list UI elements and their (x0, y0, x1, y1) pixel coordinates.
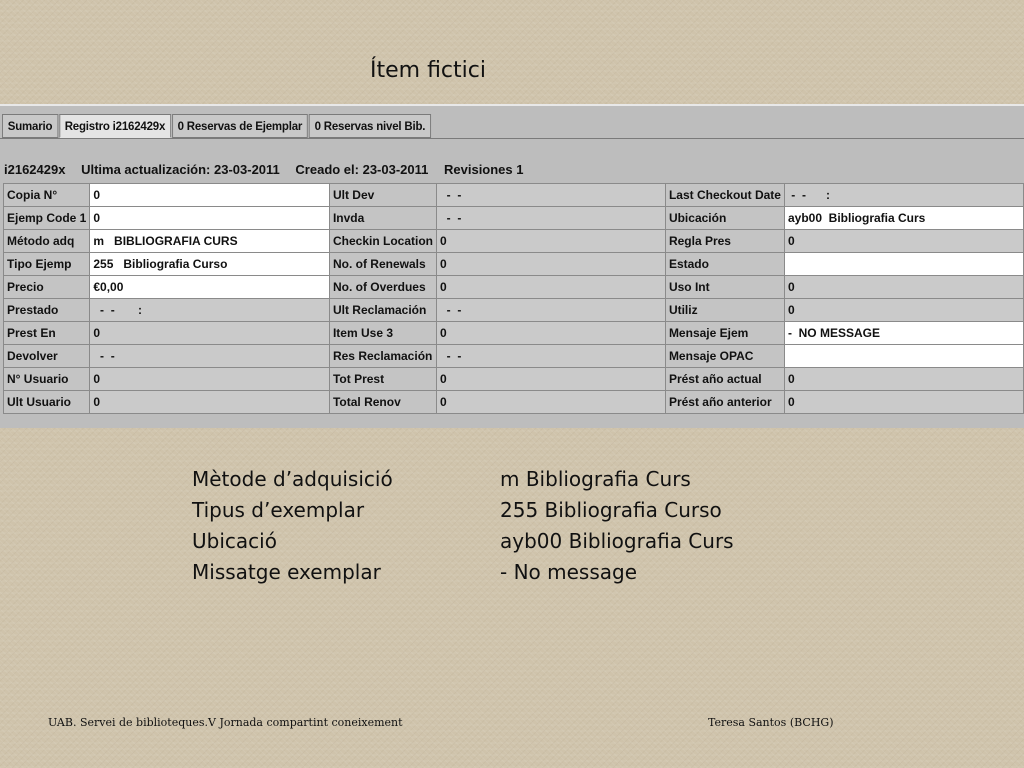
field-row (4, 184, 1024, 207)
tab-bar (2, 114, 432, 138)
summary-row (192, 464, 734, 495)
field-row (4, 230, 1024, 253)
field-label: Copia N° (4, 184, 90, 207)
field-value[interactable]: 0 (436, 230, 665, 253)
field-value[interactable]: 0 (784, 391, 1023, 414)
field-value[interactable]: 0 (436, 322, 665, 345)
field-value[interactable]: - - : (784, 184, 1023, 207)
field-row (4, 299, 1024, 322)
field-value[interactable]: 0 (90, 207, 330, 230)
field-label: Regla Pres (665, 230, 784, 253)
field-label: Prest En (4, 322, 90, 345)
tab-reservas-ejemplar[interactable]: 0 Reservas de Ejemplar (172, 114, 308, 138)
field-label: Mensaje OPAC (665, 345, 784, 368)
footer-left: UAB. Servei de biblioteques.V Jornada compartint coneixement (48, 716, 403, 729)
field-label: Ult Reclamación (329, 299, 436, 322)
field-value[interactable]: ayb00 Bibliografia Curs (784, 207, 1023, 230)
summary-value: 255 Bibliografia Curso (500, 498, 722, 522)
field-value[interactable]: - - (436, 345, 665, 368)
field-row (4, 391, 1024, 414)
field-label: No. of Overdues (329, 276, 436, 299)
record-panel (0, 104, 1024, 428)
field-value[interactable]: - - (436, 207, 665, 230)
field-value[interactable]: 0 (436, 253, 665, 276)
field-row (4, 322, 1024, 345)
field-label: Ubicación (665, 207, 784, 230)
field-value[interactable]: - - : (90, 299, 330, 322)
field-label: N° Usuario (4, 368, 90, 391)
field-label: Invda (329, 207, 436, 230)
field-value[interactable]: 0 (90, 368, 330, 391)
revisions: Revisiones 1 (444, 162, 524, 177)
field-row (4, 368, 1024, 391)
field-value[interactable]: m BIBLIOGRAFIA CURS (90, 230, 330, 253)
field-label: Utiliz (665, 299, 784, 322)
slide-title: Ítem fictici (370, 58, 486, 83)
field-row (4, 276, 1024, 299)
field-row (4, 253, 1024, 276)
field-label: Prést año anterior (665, 391, 784, 414)
summary-row (192, 526, 734, 557)
field-label: Ult Dev (329, 184, 436, 207)
field-label: Método adq (4, 230, 90, 253)
field-label: Mensaje Ejem (665, 322, 784, 345)
field-value[interactable]: 0 (90, 322, 330, 345)
field-value[interactable]: 0 (436, 276, 665, 299)
field-value[interactable]: 255 Bibliografia Curso (90, 253, 330, 276)
summary-row (192, 557, 734, 588)
created-date: Creado el: 23-03-2011 (295, 162, 429, 177)
field-value[interactable]: 0 (436, 368, 665, 391)
field-value[interactable]: 0 (784, 299, 1023, 322)
summary-value: m Bibliografia Curs (500, 467, 691, 491)
field-label: Last Checkout Date (665, 184, 784, 207)
last-update: Ultima actualización: 23-03-2011 (81, 162, 280, 177)
tab-divider (0, 138, 1024, 139)
summary-list (192, 464, 734, 588)
summary-row (192, 495, 734, 526)
field-label: Precio (4, 276, 90, 299)
field-value[interactable]: 0 (436, 391, 665, 414)
field-label: Ult Usuario (4, 391, 90, 414)
field-row (4, 207, 1024, 230)
field-label: Res Reclamación (329, 345, 436, 368)
record-header (4, 162, 536, 177)
field-value[interactable] (784, 253, 1023, 276)
field-label: Checkin Location (329, 230, 436, 253)
field-value[interactable]: 0 (90, 184, 330, 207)
summary-key: Missatge exemplar (192, 560, 381, 584)
field-label: Prestado (4, 299, 90, 322)
field-label: Devolver (4, 345, 90, 368)
summary-key: Tipus d’exemplar (192, 498, 365, 522)
field-label: Prést año actual (665, 368, 784, 391)
item-fields-table (3, 183, 1024, 414)
field-value[interactable]: 0 (784, 230, 1023, 253)
field-label: Tipo Ejemp (4, 253, 90, 276)
field-value[interactable]: - - (436, 299, 665, 322)
tab-sumario[interactable]: Sumario (2, 114, 58, 138)
field-label: Ejemp Code 1 (4, 207, 90, 230)
record-id: i2162429x (4, 162, 66, 177)
summary-key: Mètode d’adquisició (192, 467, 393, 491)
field-value[interactable]: 0 (784, 276, 1023, 299)
summary-value: - No message (500, 560, 638, 584)
field-value[interactable]: €0,00 (90, 276, 330, 299)
field-label: Total Renov (329, 391, 436, 414)
field-label: Estado (665, 253, 784, 276)
field-label: Uso Int (665, 276, 784, 299)
field-value[interactable] (784, 345, 1023, 368)
tab-registro[interactable]: Registro i2162429x (59, 114, 171, 138)
field-label: Tot Prest (329, 368, 436, 391)
field-value[interactable]: 0 (784, 368, 1023, 391)
field-value[interactable]: 0 (90, 391, 330, 414)
field-value[interactable]: - - (436, 184, 665, 207)
field-label: Item Use 3 (329, 322, 436, 345)
tab-reservas-nivel-bib[interactable]: 0 Reservas nivel Bib. (309, 114, 431, 138)
summary-value: ayb00 Bibliografia Curs (500, 529, 734, 553)
footer-right: Teresa Santos (BCHG) (708, 716, 834, 729)
field-value[interactable]: - NO MESSAGE (784, 322, 1023, 345)
field-value[interactable]: - - (90, 345, 330, 368)
field-row (4, 345, 1024, 368)
field-label: No. of Renewals (329, 253, 436, 276)
summary-key: Ubicació (192, 529, 277, 553)
